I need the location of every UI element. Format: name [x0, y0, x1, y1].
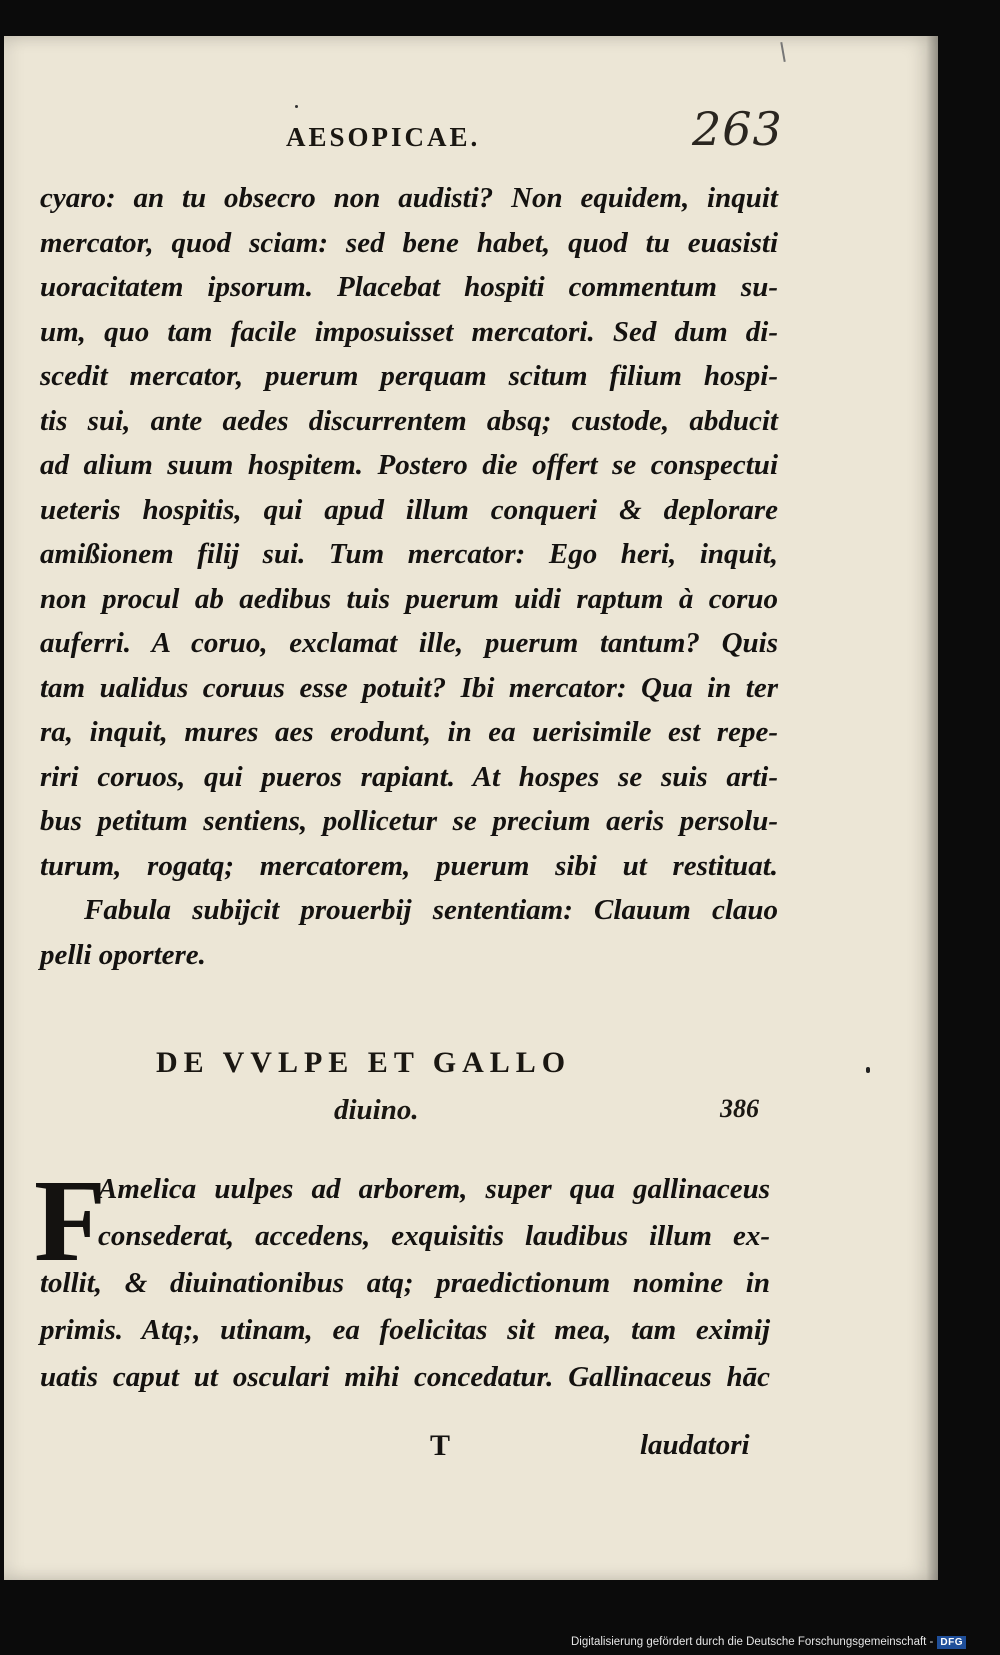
text-line: scedit mercator, puerum perquam scitum filium hospi-: [40, 360, 778, 392]
text-line: turum, rogatq; mercatorem, puerum sibi ut restituat.: [40, 849, 778, 882]
credit-text: Digitalisierung gefördert durch die Deutsche Forschungsgemeinschaft -: [570, 1636, 934, 1648]
main-text-block: [40, 176, 778, 977]
section-heading: DE VVLPE ET GALLO: [156, 1046, 572, 1079]
text-line: auferri. A coruo, exclamat ille, puerum tantum? Quis: [40, 627, 778, 659]
text-line: ad alium suum hospitem. Postero die offert se conspectui: [40, 449, 778, 481]
text-line: tis sui, ante aedes discurrentem absq; custode, abducit: [40, 404, 778, 437]
text-line: mercator, quod sciam: sed bene habet, quod tu euasisti: [40, 226, 778, 259]
fable-line: Amelica uulpes ad arborem, super qua gallinaceus: [98, 1173, 770, 1205]
book-page: [4, 36, 938, 1580]
text-line: cyaro: an tu obsecro non audisti? Non equidem, inquit: [40, 182, 778, 214]
pencil-mark: [780, 42, 785, 62]
text-line: ueteris hospitis, qui apud illum conqueri & deplorare: [40, 493, 778, 526]
moral-line: Fabula subijcit prouerbij sententiam: Clauum clauo: [84, 894, 778, 926]
text-line: bus petitum sentiens, pollicetur se precium aeris persolu-: [40, 805, 778, 837]
text-line: pelli oportere.: [40, 938, 206, 971]
ink-speck: [866, 1067, 870, 1073]
text-line: riri coruos, qui pueros rapiant. At hospes se suis arti-: [40, 760, 778, 793]
text-line: ra, inquit, mures aes erodunt, in ea uerisimile est repe-: [40, 716, 778, 748]
text-line: tam ualidus coruus esse potuit? Ibi mercator: Qua in ter: [40, 671, 778, 704]
dfg-logo: DFG: [937, 1636, 966, 1649]
text-line: um, quo tam facile imposuisset mercatori. Sed dum di-: [40, 315, 778, 348]
section-subheading: diuino.: [334, 1094, 419, 1126]
digitization-credit: [571, 1631, 966, 1653]
text-line: uoracitatem ipsorum. Placebat hospiti commentum su-: [40, 271, 778, 303]
signature-mark: T: [430, 1429, 451, 1462]
fable-text-block: [40, 1166, 770, 1401]
page-edge-shadow: [926, 36, 938, 1580]
text-line: non procul ab aedibus tuis puerum uidi raptum à coruo: [40, 582, 778, 615]
fable-line: consederat, accedens, exquisitis laudibus illum ex-: [98, 1220, 770, 1252]
drop-cap: F: [34, 1155, 107, 1286]
ink-speck: [295, 105, 298, 108]
section-number: 386: [720, 1094, 759, 1123]
fable-line: tollit, & diuinationibus atq; praedictionum nomine in: [40, 1267, 770, 1299]
page-number: 263: [692, 102, 783, 156]
fable-line: uatis caput ut osculari mihi concedatur. Gallinaceus hāc: [40, 1361, 770, 1393]
running-head: AESOPICAE.: [286, 122, 481, 152]
fable-line: primis. Atq;, utinam, ea foelicitas sit mea, tam eximij: [40, 1314, 770, 1346]
text-line: amißionem filij sui. Tum mercator: Ego heri, inquit,: [40, 538, 778, 570]
catchword: laudatori: [640, 1429, 750, 1461]
